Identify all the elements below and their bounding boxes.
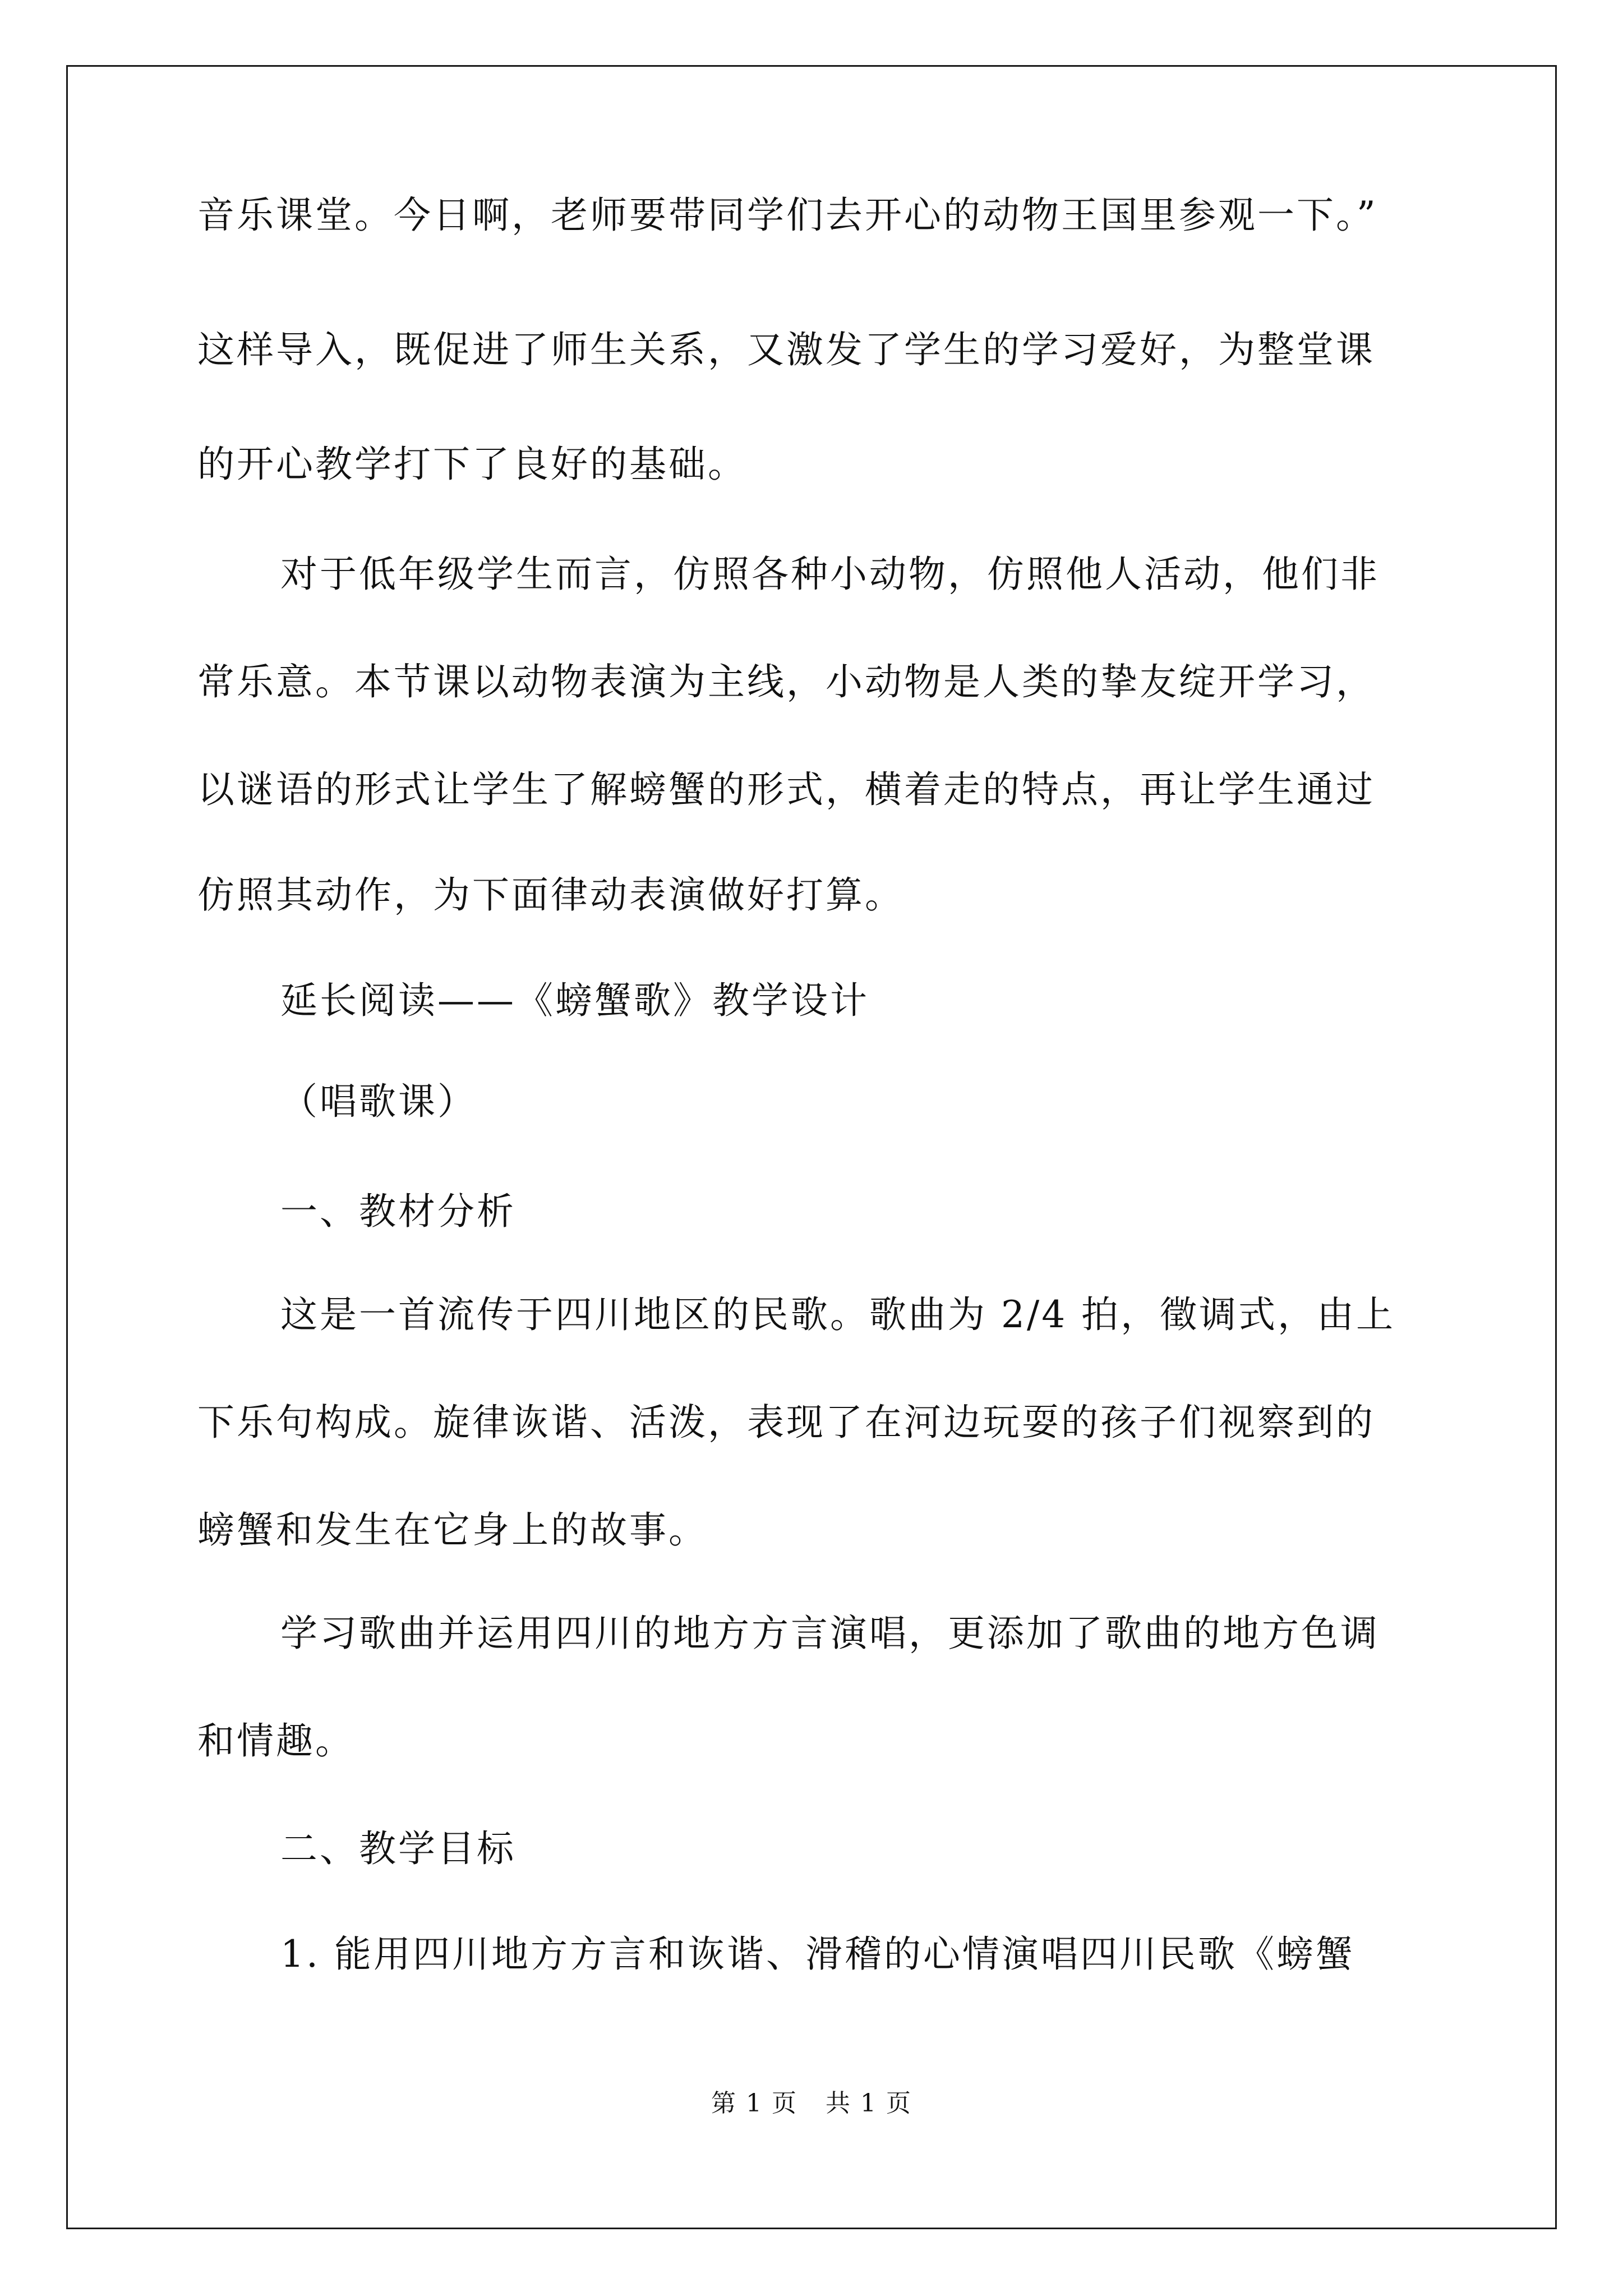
text-line: 以谜语的形式让学生了解螃蟹的形式，横着走的特点，再让学生通过 bbox=[197, 768, 1375, 811]
text-line: 仿照其动作，为下面律动表演做好打算。 bbox=[197, 873, 904, 917]
text-line: 这是一首流传于四川地区的民歌。歌曲为 2/4 拍，徵调式，由上 bbox=[280, 1293, 1396, 1336]
page-total: 共 1 页 bbox=[826, 2089, 912, 2118]
text-line: 学习歌曲并运用四川的地方方言演唱，更添加了歌曲的地方色调 bbox=[280, 1612, 1380, 1655]
text-line: 的开心教学打下了良好的基础。 bbox=[197, 443, 747, 486]
page-border bbox=[66, 65, 1557, 2229]
text-line: 延长阅读——《螃蟹歌》教学设计 bbox=[280, 979, 869, 1022]
text-line: （唱歌课） bbox=[280, 1080, 477, 1123]
text-line: 这样导入，既促进了师生关系，又激发了学生的学习爱好，为整堂课 bbox=[197, 328, 1375, 371]
text-line: 音乐课堂。今日啊，老师要带同学们去开心的动物王国里参观一下。” bbox=[197, 194, 1378, 237]
text-line: 和情趣。 bbox=[197, 1719, 354, 1763]
text-line: 下乐句构成。旋律诙谐、活泼，表现了在河边玩耍的孩子们视察到的 bbox=[197, 1401, 1375, 1444]
page-number: 第 1 页 bbox=[711, 2089, 797, 2118]
text-line: 对于低年级学生而言，仿照各种小动物，仿照他人活动，他们非 bbox=[280, 553, 1380, 596]
page-footer bbox=[0, 2088, 1623, 2119]
text-line: 常乐意。本节课以动物表演为主线，小动物是人类的挚友绽开学习， bbox=[197, 660, 1375, 703]
text-line: 螃蟹和发生在它身上的故事。 bbox=[197, 1508, 708, 1552]
text-line: 一、教材分析 bbox=[280, 1190, 516, 1233]
text-line: 1. 能用四川地方方言和诙谐、滑稽的心情演唱四川民歌《螃蟹 bbox=[280, 1932, 1355, 1976]
text-line: 二、教学目标 bbox=[280, 1827, 516, 1870]
